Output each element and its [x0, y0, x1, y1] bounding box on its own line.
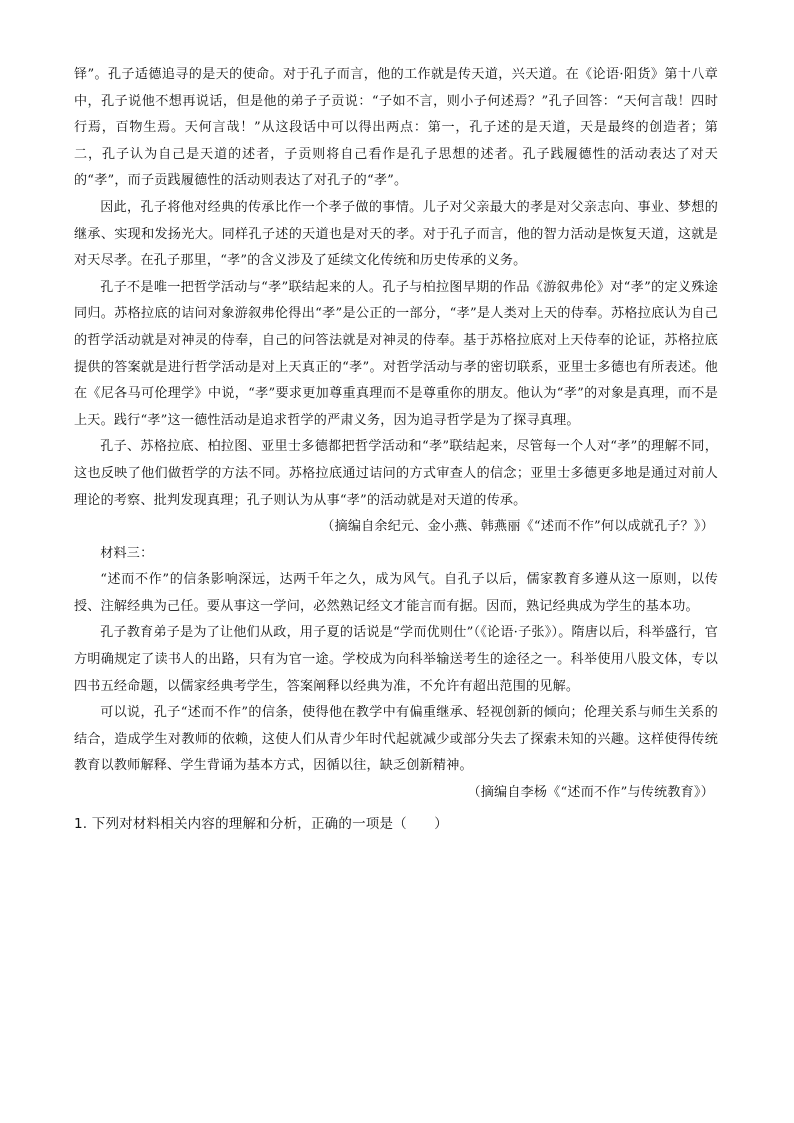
paragraph: 孔子教育弟子是为了让他们从政，用子夏的话说是“学而优则仕”（《论语·子张》）。隋唐以后，科举盛行，官方明确规定了读书人的出路，只有为官一途。学校成为向科举输送考生的途径之一。科举使用八股文体，专以四书五经命题，以儒家经典考学生，答案阐释以经典为准，不允许有超出范围的见解。 [74, 625, 718, 694]
source-citation: （摘编自余纪元、金小燕、韩燕丽《“述而不作”何以成就孔子？》） [321, 519, 714, 535]
paragraph: 孔子不是唯一把哲学活动与“孝”联结起来的人。孔子与柏拉图早期的作品《游叙弗伦》对“孝”的定义殊途同归。苏格拉底的诘问对象游叙弗伦得出“孝”是公正的一部分，“孝”是人类对上天的侍奉。苏格拉底认为自己的哲学活动就是对神灵的侍奉，自己的问答法就是对神灵的侍奉。基于苏格拉底对上天侍奉的论证，苏格拉底提供的答案就是进行哲学活动是对上天真正的“孝”。对哲学活动与孝的密切联系，亚里士多德也有所表述。他在《尼各马可伦理学》中说，“孝”要求更加尊重真理而不是尊重你的朋友。他认为“孝”的对象是真理，而不是上天。践行“孝”这一德性活动是追求哲学的严肃义务，因为追寻哲学是为了探寻真理。 [74, 279, 718, 428]
paragraph: 可以说，孔子“述而不作”的信条，使得他在教学中有偏重继承、轻视创新的倾向；伦理关系与师生关系的结合，造成学生对教师的依赖，这使人们从青少年时代起就减少或部分失去了探索未知的兴趣。这样使得传统教育以教师解释、学生背诵为基本方式，因循以往，缺乏创新精神。 [74, 705, 718, 774]
question-stem: 1. 下列对材料相关内容的理解和分析，正确的一项是（ ） [74, 815, 448, 832]
section-label: 材料三： [100, 545, 154, 561]
source-citation: （摘编自李杨《“述而不作”与传统教育》） [467, 785, 714, 801]
paragraph: 铎”。孔子适德追寻的是天的使命。对于孔子而言，他的工作就是传天道，兴天道。在《论语·阳货》第十八章中，孔子说他不想再说话，但是他的弟子子贡说：“子如不言，则小子何述焉？”孔子回答：“天何言哉！四时行焉，百物生焉。天何言哉！”从这段话中可以得出两点：第一，孔子述的是天道，天是最终的创造者；第二，孔子认为自己是天道的述者，子贡则将自己看作是孔子思想的述者。孔子践履德性的活动表达了对天的“孝”，而子贡践履德性的活动则表达了对孔子的“孝”。 [74, 67, 718, 189]
paragraph: “述而不作”的信条影响深远，达两千年之久，成为风气。自孔子以后，儒家教育多遵从这一原则，以传授、注解经典为己任。要从事这一学问，必然熟记经文才能言而有据。因而，熟记经典成为学生的基本功。 [74, 572, 718, 614]
document-body [74, 62, 718, 837]
paragraph: 因此，孔子将他对经典的传承比作一个孝子做的事情。儿子对父亲最大的孝是对父亲志向、事业、梦想的继承、实现和发扬光大。同样孔子述的天道也是对天的孝。对于孔子而言，他的智力活动是恢复天道，这就是对天尽孝。在孔子那里，“孝”的含义涉及了延续文化传统和历史传承的义务。 [74, 199, 718, 269]
paragraph: 孔子、苏格拉底、柏拉图、亚里士多德都把哲学活动和“孝”联结起来，尽管每一个人对“孝”的理解不同，这也反映了他们做哲学的方法不同。苏格拉底通过诘问的方式审查人的信念；亚里士多德更多地是通过对前人理论的考察、批判发现真理；孔子则认为从事“孝”的活动就是对天道的传承。 [74, 439, 718, 508]
